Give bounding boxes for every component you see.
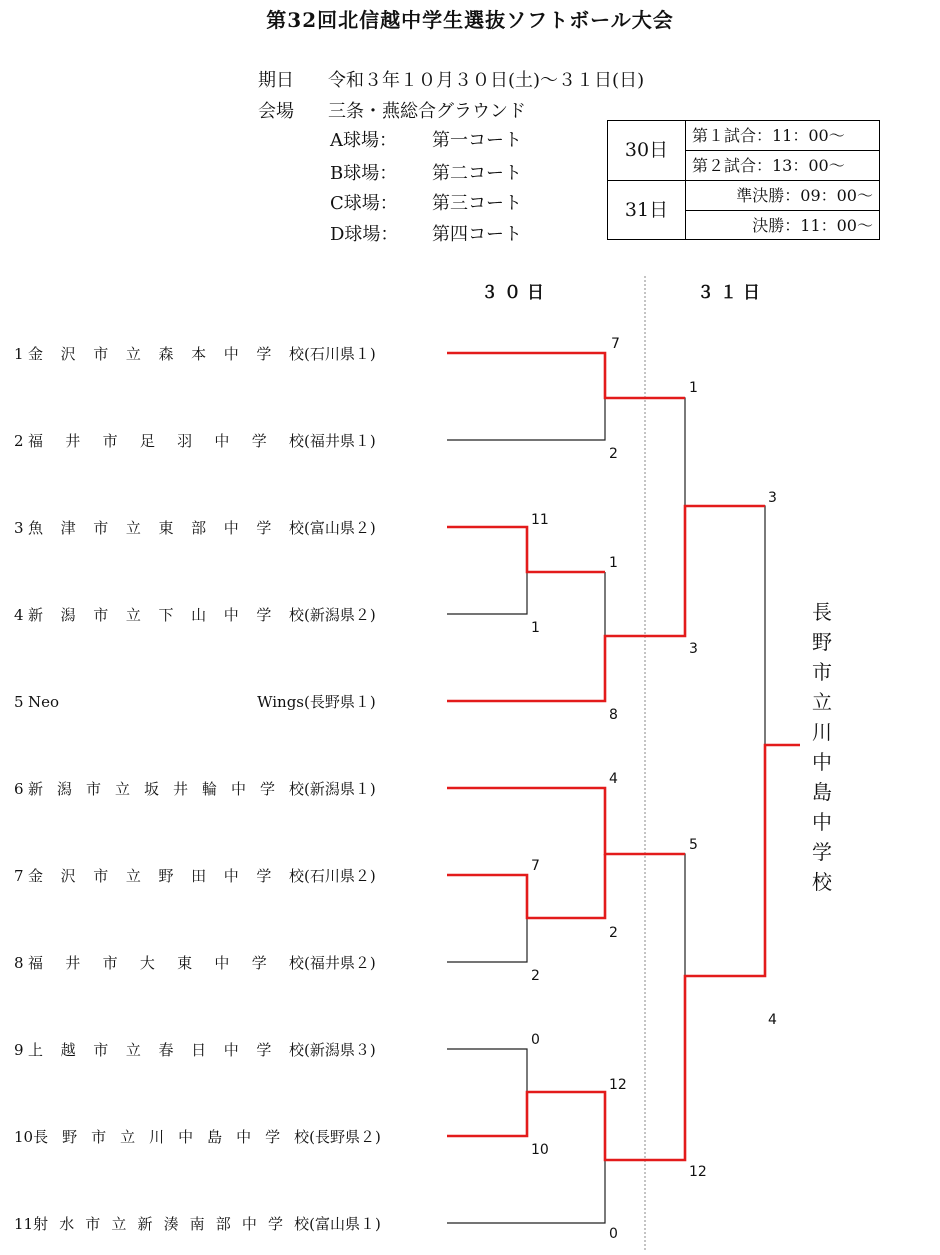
schedule-game1: 第１試合：11：00～ (686, 121, 879, 151)
team-prefecture: (富山県１) (309, 1215, 381, 1233)
team-seed: 11 (14, 1215, 34, 1233)
court-name: B球場： (330, 163, 398, 184)
winner-lines (447, 353, 800, 1160)
schedule-final: 決勝：11：00～ (752, 216, 873, 235)
team-name: 新潟市立下山中学校 (28, 606, 304, 624)
score-label: 3 (768, 490, 777, 506)
score-label: 1 (609, 555, 618, 571)
score-label: 2 (609, 446, 618, 462)
team-name: 福井市大東中学校 (28, 954, 304, 972)
team-name: 新潟市立坂井輪中学校 (28, 780, 304, 798)
court-value: 第四コート (432, 224, 522, 245)
team-name: 上越市立春日中学校 (28, 1041, 304, 1059)
court-value: 第三コート (432, 193, 522, 214)
page-title: 第32回北信越中学生選抜ソフトボール大会 (266, 8, 674, 32)
team-name: 金沢市立森本中学校 (28, 345, 304, 363)
score-label: 5 (689, 837, 698, 853)
team-seed: 1 (14, 345, 24, 363)
team-name: Neo Wings (28, 693, 304, 711)
team-name: 福井市足羽中学校 (28, 432, 304, 450)
team-name: 魚津市立東部中学校 (28, 519, 304, 537)
court-value: 第二コート (432, 163, 522, 184)
team-seed: 7 (14, 867, 24, 885)
team-prefecture: (長野県２) (309, 1128, 381, 1146)
team-prefecture: (石川県１) (304, 345, 376, 363)
team-prefecture: (新潟県３) (304, 1041, 376, 1059)
date-value: 令和３年１０月３０日(土)～３１日(日) (328, 70, 645, 91)
team-prefecture: (石川県２) (304, 867, 376, 885)
score-label: 10 (531, 1142, 549, 1158)
team-name: 長野市立川中島中学校 (33, 1128, 310, 1146)
date-label: 期日 (258, 70, 294, 91)
court-name: C球場： (330, 193, 398, 214)
team-prefecture: (長野県１) (304, 693, 376, 711)
team-seed: 8 (14, 954, 24, 972)
score-label: 1 (689, 380, 698, 396)
court-name: D球場： (330, 224, 399, 245)
score-label: 12 (609, 1077, 627, 1093)
team-prefecture: (富山県２) (304, 519, 376, 537)
venue-label: 会場 (258, 101, 294, 122)
score-label: 2 (609, 925, 618, 941)
score-label: 7 (611, 336, 620, 352)
team-seed: 9 (14, 1041, 24, 1059)
team-seed: 6 (14, 780, 24, 798)
score-label: 4 (609, 771, 618, 787)
score-label: 2 (531, 968, 540, 984)
team-seed: 4 (14, 606, 24, 624)
champion-name: 長野市立川中島中学校 (812, 600, 832, 894)
score-label: 12 (689, 1164, 707, 1180)
team-name: 金沢市立野田中学校 (28, 867, 304, 885)
court-value: 第一コート (432, 130, 522, 151)
team-seed: 3 (14, 519, 24, 537)
score-label: 7 (531, 858, 540, 874)
score-label: 0 (609, 1226, 618, 1242)
schedule-day-30: 30日 (608, 121, 686, 180)
team-prefecture: (新潟県２) (304, 606, 376, 624)
team-prefecture: (福井県２) (304, 954, 376, 972)
schedule-semi: 準決勝：09：00～ (686, 181, 879, 211)
score-label: 1 (531, 620, 540, 636)
score-label: 11 (531, 512, 549, 528)
team-seed: 5 (14, 693, 24, 711)
venue-value: 三条・燕総合グラウンド (328, 101, 526, 122)
team-seed: 2 (14, 432, 24, 450)
schedule-game2: 第２試合：13：00～ (692, 156, 845, 175)
score-label: 3 (689, 641, 698, 657)
court-name: A球場： (330, 130, 397, 151)
team-prefecture: (新潟県１) (304, 780, 376, 798)
day-header-31: ３１日 (697, 283, 766, 303)
day-header-30: ３０日 (481, 283, 550, 303)
team-prefecture: (福井県１) (304, 432, 376, 450)
schedule-day-31: 31日 (608, 181, 686, 240)
team-name: 射水市立新湊南部中学校 (33, 1215, 310, 1233)
score-label: 4 (768, 1012, 777, 1028)
team-seed: 10 (14, 1128, 34, 1146)
score-label: 8 (609, 707, 618, 723)
score-label: 0 (531, 1032, 540, 1048)
